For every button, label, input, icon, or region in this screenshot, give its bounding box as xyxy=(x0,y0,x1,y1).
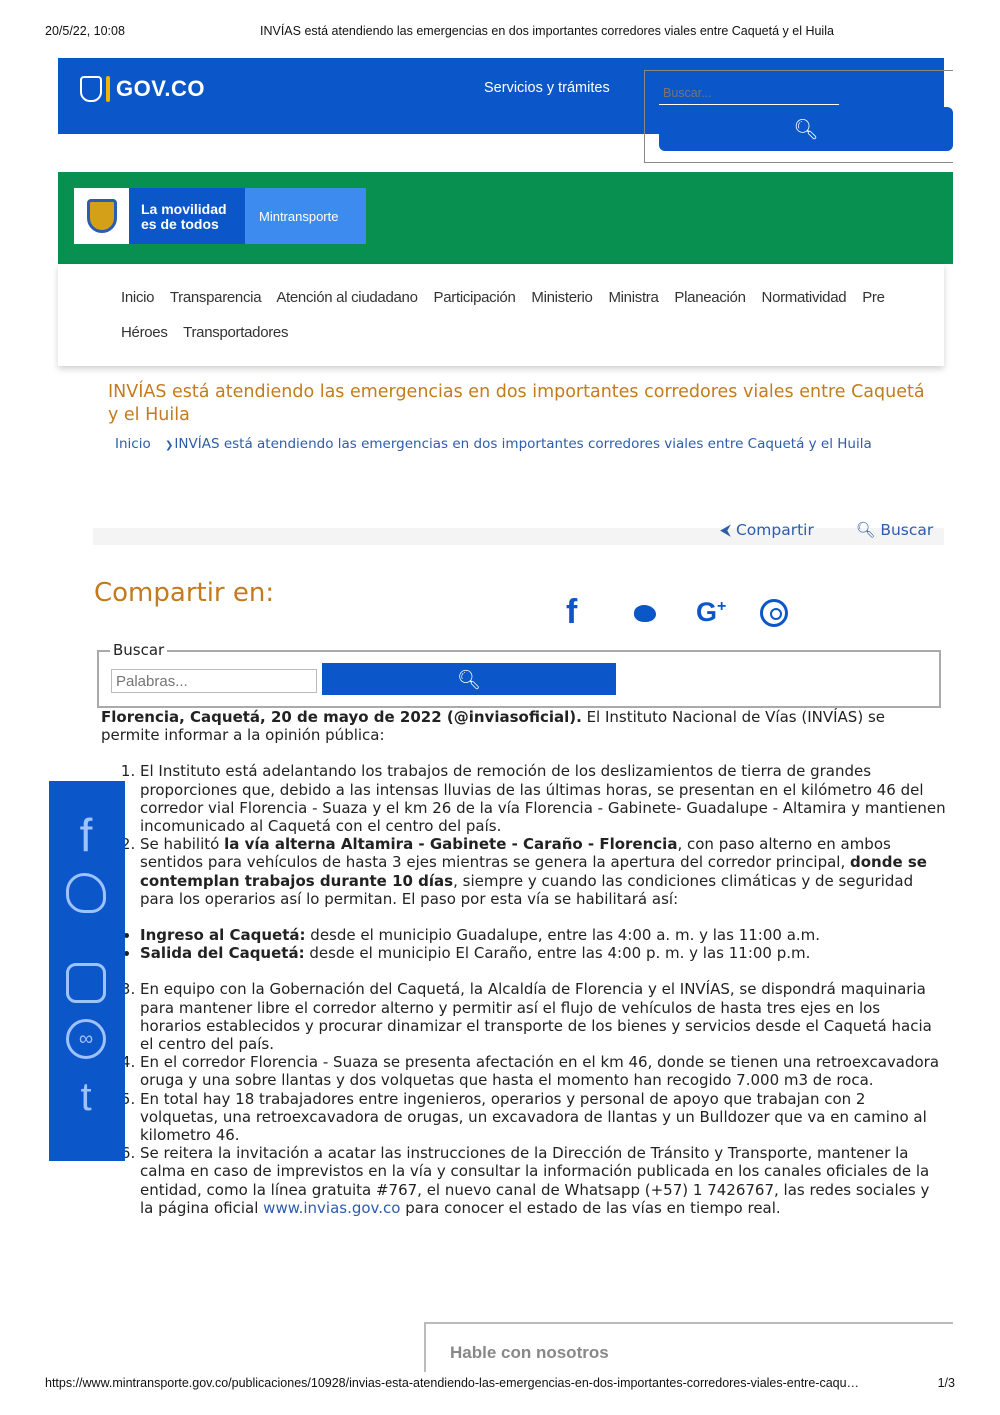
services-link[interactable]: Servicios y trámites xyxy=(484,80,610,96)
search-icon: 🔍︎ xyxy=(456,668,482,691)
keyword-input[interactable] xyxy=(111,669,317,693)
list-item: 5. En total hay 18 trabajadores entre ingenieros, operarios y personal de apoyo que trabajan con 2 volquetas, una retroexcavadora de orugas, un excavadora de llantas y un Bulldozer que va en camino al kilometro 46. xyxy=(140,1090,946,1145)
gov-search xyxy=(644,70,953,163)
nav-item-participacion[interactable]: Participación xyxy=(433,289,516,306)
breadcrumb xyxy=(115,436,872,452)
list-item xyxy=(140,944,946,962)
share-link[interactable]: Compartir xyxy=(735,521,814,539)
whatsapp-icon[interactable] xyxy=(760,599,788,627)
print-datetime: 20/5/22, 10:08 xyxy=(45,24,125,38)
ministry-label: Mintransporte xyxy=(245,188,366,244)
chat-label: Hable con nosotros xyxy=(450,1343,609,1362)
mintransporte-logo[interactable] xyxy=(74,188,366,244)
coat-of-arms-icon xyxy=(74,188,129,244)
govco-logo-text: GOV.CO xyxy=(116,76,205,101)
print-url: https://www.mintransporte.gov.co/publicaciones/10928/invias-esta-atendiendo-las-emergencias-en-dos-importantes-corredores-viales-entre-caqu… xyxy=(45,1376,860,1390)
exclamation-icon xyxy=(106,76,110,102)
nav-item-pre[interactable]: Pre xyxy=(862,289,885,306)
item-text: desde el municipio El Caraño, entre las 4:00 p. m. y las 11:00 p.m. xyxy=(304,944,811,963)
article-lead-text: El Instituto Nacional de Vías (INVÍAS) se permite informar a la opinión pública: xyxy=(101,708,885,745)
print-footer xyxy=(45,1376,955,1390)
search-icon: 🔍︎ xyxy=(793,117,819,141)
chat-box[interactable] xyxy=(424,1322,953,1372)
shield-icon xyxy=(80,76,102,102)
main-nav xyxy=(58,264,944,366)
nav-item-heroes[interactable]: Héroes xyxy=(121,324,168,341)
nav-item-planeacion[interactable]: Planeación xyxy=(674,289,746,306)
movilidad-label: La movilidad es de todos xyxy=(129,188,245,244)
twitter-icon[interactable] xyxy=(628,601,660,625)
article-lead xyxy=(101,708,946,744)
page-title: INVÍAS está atendiendo las emergencias en dos importantes corredores viales entre Caquetá y el Huila xyxy=(108,382,925,425)
share-heading: Compartir en: xyxy=(94,578,275,608)
article-body xyxy=(101,708,946,1217)
list-item xyxy=(140,835,946,962)
item-text: , siempre y cuando las condiciones climáticas y de seguridad para los operarios así lo permitan. El paso por esta vía se habilitará así: xyxy=(140,871,914,908)
schedule-list xyxy=(140,926,946,962)
nav-item-atencion[interactable]: Atención al ciudadano xyxy=(276,289,418,306)
gov-search-input[interactable] xyxy=(659,81,839,105)
print-title: INVÍAS está atendiendo las emergencias en dos importantes corredores viales entre Caquetá y el Huila xyxy=(260,24,834,38)
breadcrumb-current: INVÍAS está atendiendo las emergencias en dos importantes corredores viales entre Caquetá y el Huila xyxy=(174,436,872,452)
nav-item-transportadores[interactable]: Transportadores xyxy=(183,324,289,341)
article-list xyxy=(140,762,946,1217)
brand-bar xyxy=(58,172,953,264)
list-item xyxy=(140,1144,946,1217)
nav-item-transparencia[interactable]: Transparencia xyxy=(169,289,262,306)
search-link[interactable]: Buscar xyxy=(880,521,934,539)
nav-item-ministra[interactable]: Ministra xyxy=(608,289,659,306)
nav-row-1 xyxy=(121,289,897,306)
list-item: 4. En el corredor Florencia - Suaza se presenta afectación en el km 46, donde se tienen una retroexcavadora oruga y una sobre llantas y dos volquetas que hasta el momento han recogido 7.000 m3 de roca. xyxy=(140,1053,946,1089)
share-buttons xyxy=(566,593,788,632)
facebook-icon[interactable]: f xyxy=(566,593,578,631)
item-bold: Salida del Caquetá: xyxy=(140,944,305,963)
article-lead-bold: Florencia, Caquetá, 20 de mayo de 2022 (@inviasoficial). xyxy=(101,708,582,726)
nav-item-ministerio[interactable]: Ministerio xyxy=(531,289,593,306)
nav-item-inicio[interactable]: Inicio xyxy=(121,289,155,306)
flickr-icon[interactable]: ∞ xyxy=(66,1019,106,1059)
instagram-icon[interactable] xyxy=(66,963,106,1003)
nav-item-normatividad[interactable]: Normatividad xyxy=(761,289,847,306)
item-text: Se reitera la invitación a acatar las instrucciones de la Dirección de Tránsito y Transporte, mantener la calma en caso de imprevistos en la vía y consultar la información publicada en los canales oficiales de la entidad, como la línea gratuita #767, el nuevo canal de Whatsapp (+57) 1 7426767, las redes sociales y la página oficial xyxy=(140,1144,930,1217)
item-text: , con paso alterno en ambos sentidos para vehículos de hasta 3 ejes mientras se genera la apertura del corredor principal, xyxy=(140,835,891,872)
share-links xyxy=(720,521,933,540)
google-plus-icon[interactable]: G+ xyxy=(696,597,727,627)
chevron-right-icon: ❯ xyxy=(165,440,174,451)
twitter-icon[interactable] xyxy=(66,873,106,913)
breadcrumb-home[interactable]: Inicio xyxy=(115,436,151,452)
item-text: para conocer el estado de las vías en tiempo real. xyxy=(400,1198,781,1217)
tumblr-icon[interactable]: t xyxy=(80,1074,92,1119)
invias-link[interactable]: www.invias.gov.co xyxy=(263,1198,401,1217)
share-icon: ⮜ xyxy=(720,521,732,539)
search-legend: Buscar xyxy=(110,641,167,659)
facebook-icon[interactable]: f xyxy=(79,809,93,861)
govco-logo[interactable] xyxy=(80,76,205,102)
item-bold: donde se contemplan trabajos durante 10 días xyxy=(140,853,927,890)
side-social-bar xyxy=(49,781,125,1161)
print-header xyxy=(45,24,955,42)
list-item: 3. En equipo con la Gobernación del Caquetá, la Alcaldía de Florencia y el INVÍAS, se dispondrá maquinaria para mantener libre el corredor alterno y permitir así el flujo de vehículos de hasta tres ejes en los horarios establecidos y procurar dinamizar el transporte de los bienes y servicios desde el Caquetá hacia el centro del país. xyxy=(140,980,946,1053)
nav-row-2 xyxy=(121,324,300,341)
item-text: desde el municipio Guadalupe, entre las 4:00 a. m. y las 11:00 a.m. xyxy=(305,926,821,945)
list-item xyxy=(140,926,946,944)
search-icon: 🔍︎ xyxy=(855,521,876,539)
item-bold: la vía alterna Altamira - Gabinete - Caraño - Florencia xyxy=(224,835,678,854)
item-text: Se habilitó xyxy=(140,835,225,854)
page-number: 1/3 xyxy=(937,1376,955,1390)
list-item: 1. El Instituto está adelantando los trabajos de remoción de los deslizamientos de tierra de grandes proporciones que, debido a las intensas lluvias de las últimas horas, se presentan en el kilómetro 46 del corredor vial Florencia - Suaza y el km 26 de la vía Florencia - Gabinete- Guadalupe - Altamira y mantienen incomunicado al Caquetá con el centro del país. xyxy=(140,762,946,835)
gov-search-button[interactable] xyxy=(659,107,953,151)
keyword-search-button[interactable] xyxy=(322,663,616,695)
item-bold: Ingreso al Caquetá: xyxy=(140,926,306,945)
